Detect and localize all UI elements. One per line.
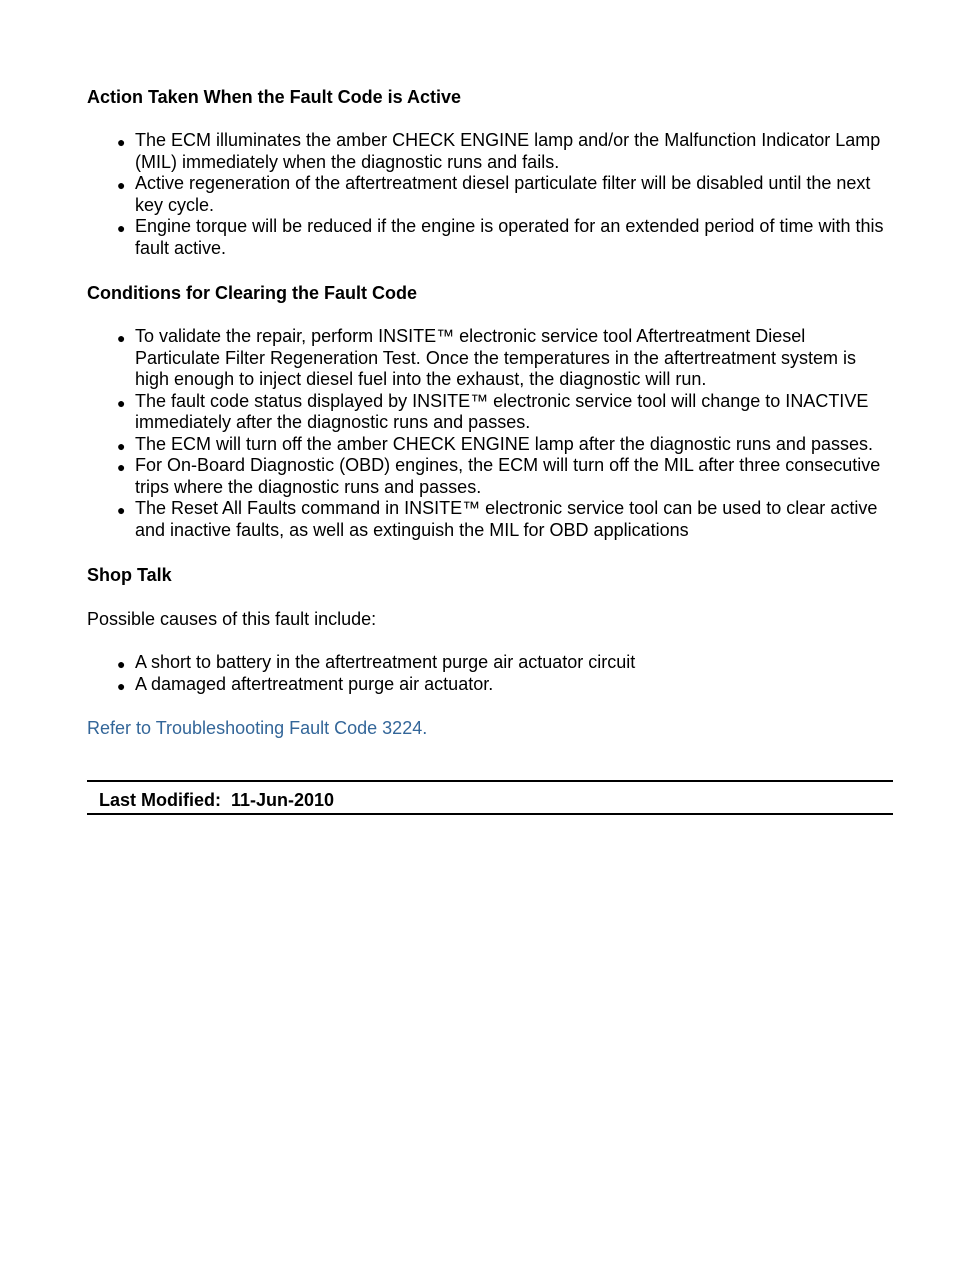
list-item: ● A damaged aftertreatment purge air actuator. [87,674,893,696]
bullet-icon: ● [117,177,126,193]
list-item: ● The ECM will turn off the amber CHECK ENGINE lamp after the diagnostic runs and passes. [87,434,893,456]
list-item: ● The fault code status displayed by INSITE™ electronic service tool will change to INACTIVE immediately after the diagnostic runs and passes. [117,390,869,432]
section-heading-shop-talk: Shop Talk [87,565,172,585]
bullet-icon: ● [117,134,126,150]
footer-box [87,780,893,815]
shop-talk-intro: Possible causes of this fault include: [87,609,377,629]
section-heading-action: Action Taken When the Fault Code is Active [87,87,462,107]
bullet-icon: ● [117,220,126,236]
clearing-list [87,326,893,541]
list-item: ● The Reset All Faults command in INSITE™ electronic service tool can be used to clear active and inactive faults, as well as extinguish the MIL for OBD applications [117,498,878,540]
document-body [87,86,893,739]
bullet-icon: ● [117,677,126,694]
causes-list [87,652,893,695]
list-item: ● To validate the repair, perform INSITE™ electronic service tool Aftertreatment Diesel Particulate Filter Regeneration Test. Once the temperatures in the aftertreatment system is high enough to inject diesel fuel into the exhaust, the diagnostic will run. [117,326,857,389]
bullet-icon: ● [117,330,126,346]
bullet-icon: ● [117,437,126,454]
bullet-icon: ● [117,459,126,475]
last-modified-label: Last Modified: 11-Jun-2010 [99,790,335,810]
list-item: ● The ECM illuminates the amber CHECK ENGINE lamp and/or the Malfunction Indicator Lamp (MIL) immediately when the diagnostic runs and fails. [117,130,881,172]
section-heading-clearing: Conditions for Clearing the Fault Code [87,283,417,303]
bullet-icon: ● [117,502,126,518]
action-list [87,130,893,259]
list-item: ● A short to battery in the aftertreatment purge air actuator circuit [87,652,893,674]
list-item: ● Active regeneration of the aftertreatment diesel particulate filter will be disabled until the next key cycle. [117,173,871,215]
bullet-icon: ● [117,394,126,411]
list-item: ● Engine torque will be reduced if the engine is operated for an extended period of time with this fault active. [117,216,884,258]
bullet-icon: ● [117,656,126,672]
list-item: ● For On-Board Diagnostic (OBD) engines, the ECM will turn off the MIL after three consecutive trips where the diagnostic runs and passes. [117,455,881,497]
troubleshooting-link[interactable]: Refer to Troubleshooting Fault Code 3224. [87,718,428,738]
